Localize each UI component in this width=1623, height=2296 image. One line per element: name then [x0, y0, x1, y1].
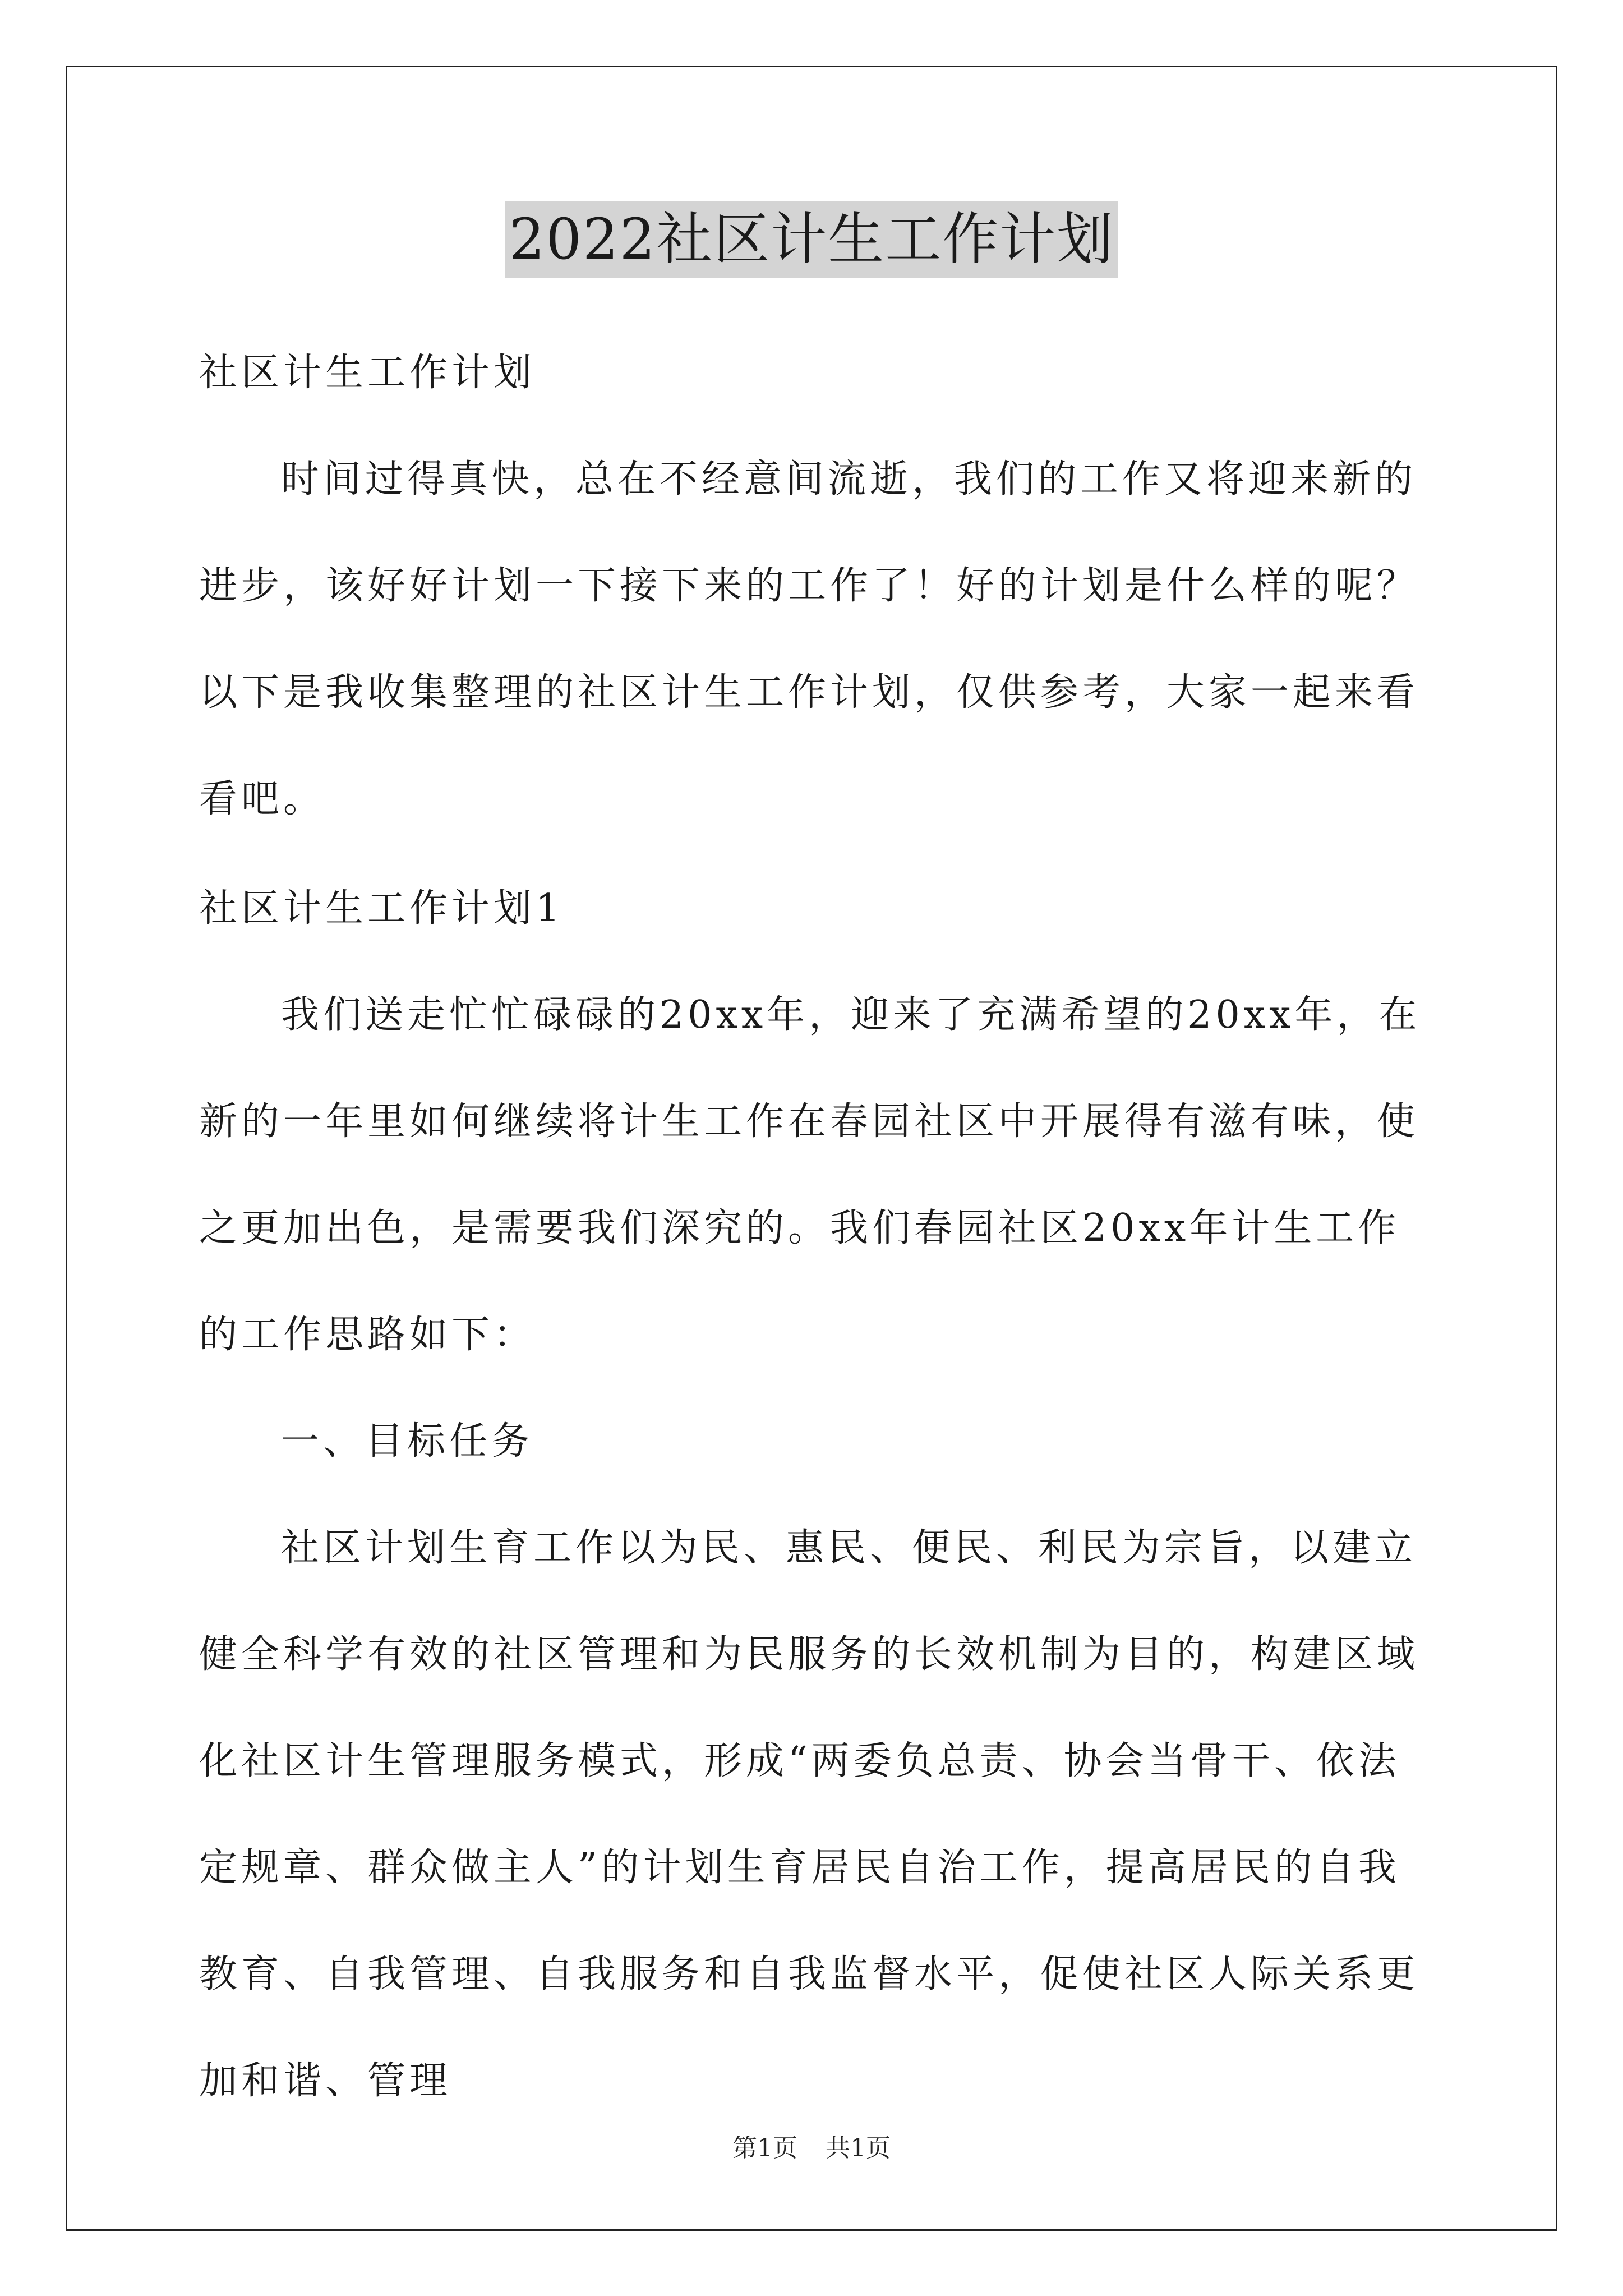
page-footer — [0, 2132, 1623, 2165]
section-heading: 社区计生工作计划1 — [199, 886, 564, 931]
page-total: 共1页 — [826, 2134, 891, 2162]
page-number: 第1页 — [732, 2134, 797, 2162]
title-container — [0, 201, 1623, 278]
section-paragraph: 我们送走忙忙碌碌的20xx年，迎来了充满希望的20xx年，在新的一年里如何继续将计生工作在春园社区中开展得有滋有味，使之更加出色，是需要我们深究的。我们春园社区20xx年计生工作的工作思路如下： — [199, 993, 1421, 1357]
document-title: 2022社区计生工作计划 — [505, 201, 1119, 278]
goals-heading: 一、目标任务 — [281, 1419, 534, 1464]
intro-paragraph: 时间过得真快，总在不经意间流逝，我们的工作又将迎来新的进步，该好好计划一下接下来的工作了！好的计划是什么样的呢？以下是我收集整理的社区计生工作计划，仅供参考，大家一起来看看吧。 — [199, 457, 1419, 821]
document-subtitle: 社区计生工作计划 — [199, 351, 536, 395]
goals-paragraph: 社区计划生育工作以为民、惠民、便民、利民为宗旨，以建立健全科学有效的社区管理和为民服务的长效机制为目的，构建区域化社区计生管理服务模式，形成“两委负总责、协会当骨干、依法定规章、群众做主人”的计划生育居民自治工作，提高居民的自我教育、自我管理、自我服务和自我监督水平，促使社区人际关系更加和谐、管理 — [199, 1526, 1419, 2103]
